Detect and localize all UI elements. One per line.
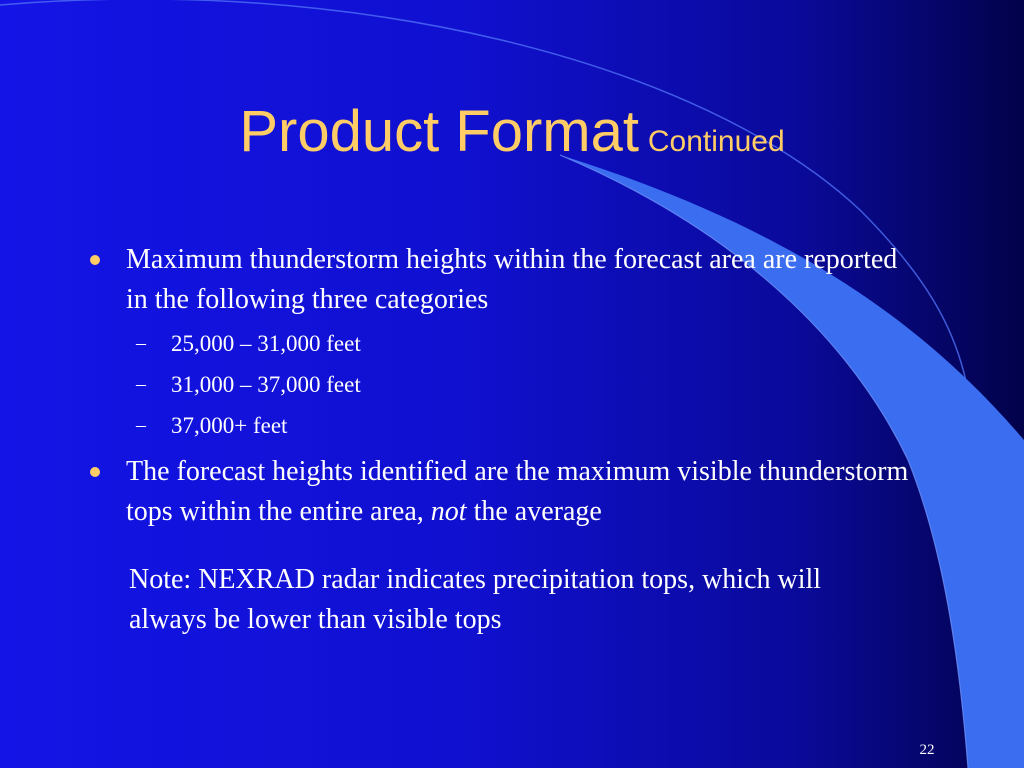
sub-item-text: 25,000 – 31,000 feet (171, 331, 361, 356)
dash-icon: – (136, 332, 146, 354)
title-subtitle: Continued (647, 125, 785, 158)
bullet-text-before: The forecast heights identified are the maximum visible thunderstorm tops within the entire area, (126, 456, 909, 527)
bullet-dot-icon (90, 255, 100, 265)
slide-title (0, 98, 1024, 165)
page-number: 22 (919, 742, 935, 758)
slide-content (86, 240, 916, 532)
sub-list (86, 323, 916, 446)
sub-item-text: 37,000+ feet (171, 413, 288, 438)
bullet-text: Maximum thunderstorm heights within the forecast area are reported in the following three categories (126, 244, 898, 315)
bullet-item (86, 240, 916, 320)
dash-icon: – (136, 414, 146, 436)
sub-item-text: 31,000 – 37,000 feet (171, 372, 361, 397)
bullet-item (86, 452, 916, 532)
bullet-emphasis: not (430, 496, 467, 527)
sub-item (86, 364, 916, 405)
sub-item (86, 323, 916, 364)
note-text: Note: NEXRAD radar indicates precipitation tops, which will always be lower than visible tops (129, 564, 822, 635)
bullet-dot-icon (90, 467, 100, 477)
sub-item (86, 405, 916, 446)
dash-icon: – (136, 373, 146, 395)
bullet-text-after: the average (466, 496, 602, 527)
title-main: Product Format (239, 99, 639, 164)
